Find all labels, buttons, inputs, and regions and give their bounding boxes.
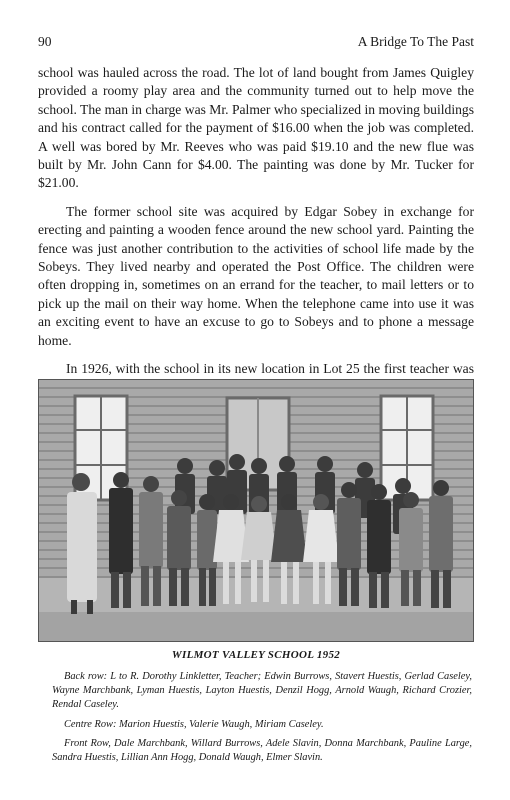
caption-centre-row: Centre Row: Marion Huestis, Valerie Waugh, Miriam Caseley. [64, 718, 324, 730]
caption-back-row: Back row: L to R. Dorothy Linkletter, Teacher; Edwin Burrows, Stavert Huestis, Gerlad Caseley, Wayne Marchbank, Lyman Huestis, Layton Huestis, Denzil Hogg, Arnold Waugh, Richard Crozier, Rendal Caseley. [52, 671, 472, 711]
paragraph: In 1926, with the school in its new location in Lot 25 the first teacher was [66, 361, 474, 377]
paragraph: school was hauled across the road. The lot of land bought from James Quigley provided a roomy play area and the community turned out to help move the school. The man in charge was Mr. Palmer who specialized in moving buildings and his contract called for the payment of $16.00 when the job was completed. A well was bored by Mr. Reeves who was paid $19.10 and the new flue was built by Mr. John Cann for $4.00. The painting was done by Mr. Tucker for $21.00. [38, 65, 474, 191]
school-class-photo [38, 379, 474, 642]
photo-illustration [39, 380, 474, 642]
page-header [38, 34, 474, 52]
photo-caption [52, 670, 472, 765]
page-number: 90 [38, 34, 52, 49]
body-text [38, 64, 474, 415]
running-title: A Bridge To The Past [357, 34, 474, 49]
paragraph: The former school site was acquired by Edgar Sobey in exchange for erecting and painting a wooden fence around the new school yard. Painting the fence was just another contribution to the activities of school life made by the Sobeys. They lived nearby and operated the Post Office. The children were often dropping in, sometimes on an errand for the teacher, to mail letters or to pick up the mail on their way home. When the telephone came into use it was an exciting event to have an excuse to go to Sobeys and to phone a message home. [38, 203, 474, 348]
caption-front-row: Front Row, Dale Marchbank, Willard Burrows, Adele Slavin, Donna Marchbank, Pauline Large, Sandra Huestis, Lillian Ann Hogg, Donald Waugh, Elmer Slavin. [52, 737, 472, 764]
photo-caption-title: WILMOT VALLEY SCHOOL 1952 [171, 649, 341, 661]
